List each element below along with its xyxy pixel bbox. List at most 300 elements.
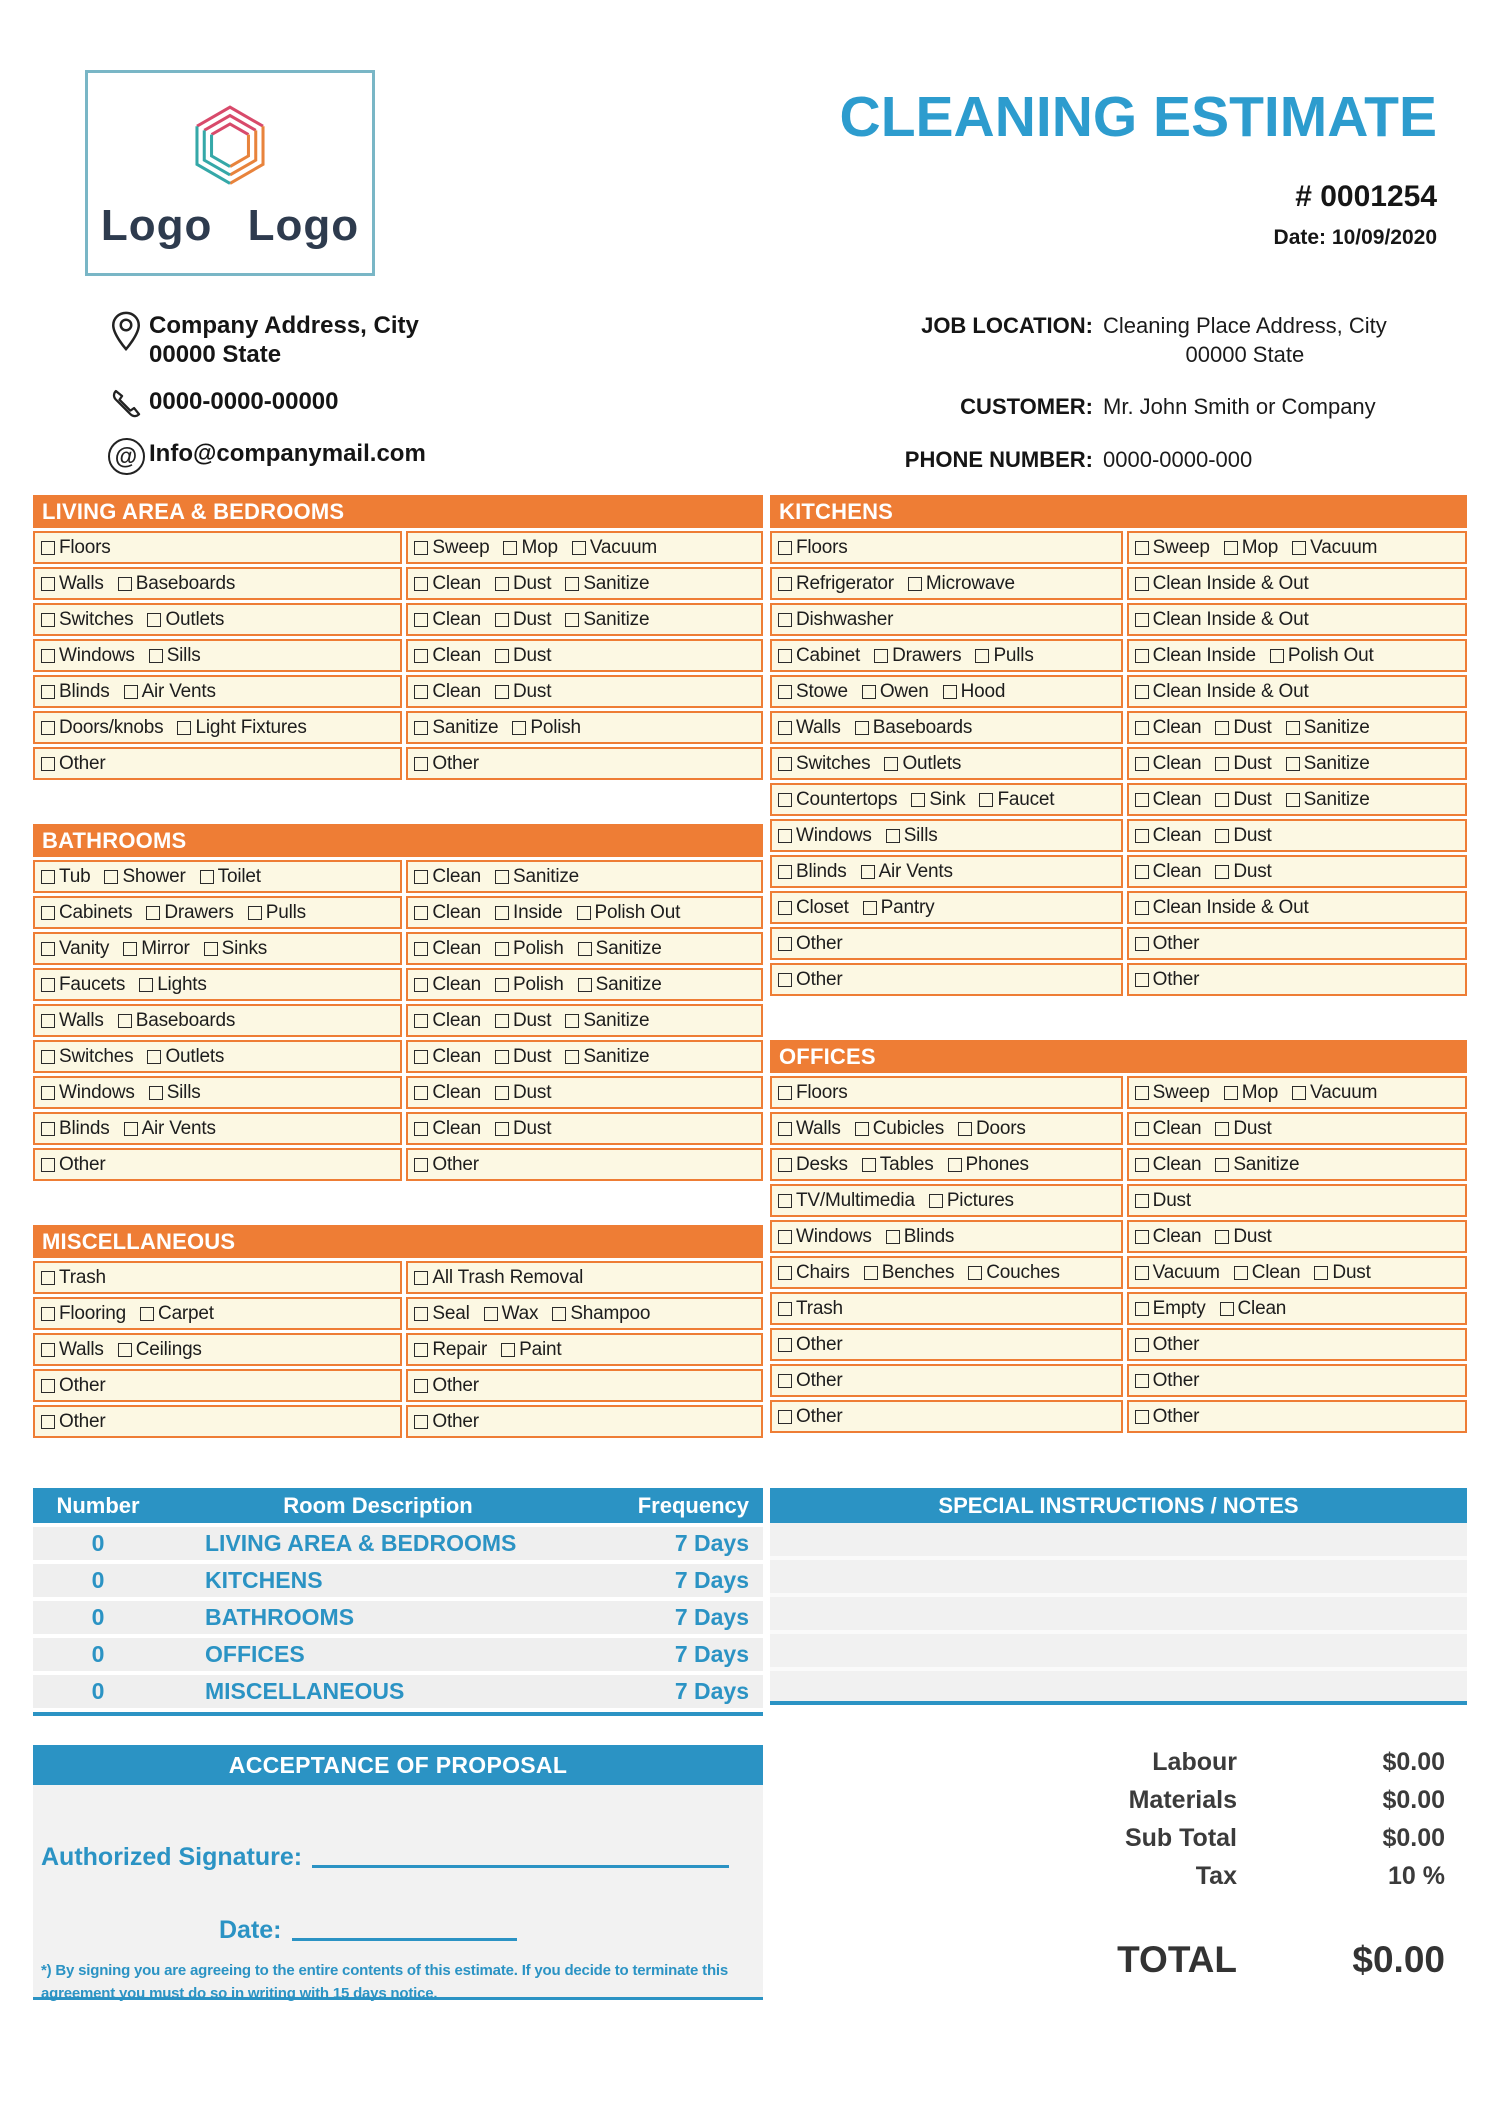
checkbox[interactable] [495,577,509,591]
checkbox[interactable] [1292,1086,1306,1100]
checklist-option-label: Air Vents [141,680,216,702]
checkbox[interactable] [1135,721,1149,735]
checkbox[interactable] [41,1158,55,1172]
checkbox[interactable] [1135,973,1149,987]
row-items-cell [770,567,1123,600]
checkbox[interactable] [147,1050,161,1064]
checkbox[interactable] [495,649,509,663]
checklist-option [1135,897,1309,919]
checkbox[interactable] [149,649,163,663]
checklist-option [414,1154,479,1176]
checkbox[interactable] [414,1307,428,1321]
checklist-row [33,932,763,965]
checklist-option-label: Clean Inside & Out [1152,572,1309,594]
checkbox[interactable] [1135,1266,1149,1280]
checkbox[interactable] [41,1307,55,1321]
checkbox[interactable] [1215,1158,1229,1172]
checklist-option-label: Stowe [796,680,848,702]
checklist-option [41,1082,135,1104]
checklist-row [33,1405,763,1438]
checkbox[interactable] [512,721,526,735]
checklist-option-label: Dust [513,1081,552,1103]
checkbox[interactable] [1135,937,1149,951]
checkbox[interactable] [414,870,428,884]
checklist-option-label: Outlets [165,1045,225,1067]
checkbox[interactable] [484,1307,498,1321]
checkbox[interactable] [1135,1086,1149,1100]
checklist-row [770,1256,1467,1289]
checkbox[interactable] [565,1014,579,1028]
checkbox[interactable] [1220,1302,1234,1316]
checkbox[interactable] [958,1122,972,1136]
checkbox[interactable] [1215,865,1229,879]
row-actions-cell [406,968,763,1001]
checkbox[interactable] [123,942,137,956]
checkbox[interactable] [778,685,792,699]
checkbox[interactable] [968,1266,982,1280]
checklist-option-label: Dust [513,644,552,666]
checkbox[interactable] [414,1271,428,1285]
row-actions-cell [1127,1364,1467,1397]
checkbox[interactable] [204,942,218,956]
checkbox[interactable] [147,613,161,627]
checkbox[interactable] [1135,1374,1149,1388]
checklist-option [1215,789,1271,811]
checkbox[interactable] [778,1266,792,1280]
checkbox[interactable] [495,1014,509,1028]
checklist-option [495,1082,551,1104]
checklist-option [139,974,207,996]
checklist-option [41,902,132,924]
checkbox[interactable] [200,870,214,884]
checkbox[interactable] [1270,649,1284,663]
room-frequency: 7 Days [674,1530,749,1556]
checkbox[interactable] [1215,721,1229,735]
checklist-option [414,537,489,559]
checklist-option-label: Other [1152,968,1200,990]
checklist-option [886,825,938,847]
checkbox[interactable] [975,649,989,663]
checkbox[interactable] [577,906,591,920]
checkbox[interactable] [929,1194,943,1208]
checkbox[interactable] [124,1122,138,1136]
checkbox[interactable] [778,1194,792,1208]
checklist-option-label: Dust [1233,860,1272,882]
checklist-option-label: Clean [432,1045,482,1067]
checkbox[interactable] [855,1122,869,1136]
checklist-option-label: Clean [432,973,482,995]
checkbox[interactable] [778,793,792,807]
checkbox[interactable] [778,1302,792,1316]
checkbox[interactable] [140,1307,154,1321]
checklist-option-label: Clean [432,644,482,666]
checklist-option [495,974,564,996]
checklist-option-label: Dust [513,608,552,630]
checkbox[interactable] [41,613,55,627]
checkbox[interactable] [1224,1086,1238,1100]
checkbox[interactable] [572,541,586,555]
checkbox[interactable] [1135,1338,1149,1352]
checkbox[interactable] [1135,577,1149,591]
checklist-option [484,1303,539,1325]
checkbox[interactable] [578,978,592,992]
checklist-row [33,603,763,636]
checkbox[interactable] [778,1158,792,1172]
signature-line[interactable] [312,1848,729,1868]
checklist-option-label: Drawers [164,901,234,923]
checkbox[interactable] [1135,1122,1149,1136]
checkbox[interactable] [979,793,993,807]
checklist-option [884,753,961,775]
checklist-option-label: Sills [166,1081,201,1103]
room-description: KITCHENS [205,1567,323,1593]
checklist-option [778,1226,872,1248]
row-actions-cell [1127,639,1467,672]
logo-hexagon-icon [178,95,282,199]
checklist-option [495,681,551,703]
checkbox[interactable] [41,1014,55,1028]
row-items-cell [770,1400,1123,1433]
checkbox[interactable] [864,1266,878,1280]
checkbox[interactable] [565,613,579,627]
checkbox[interactable] [414,613,428,627]
checkbox[interactable] [1135,865,1149,879]
checklist-section [770,1040,1467,1433]
checkbox[interactable] [1135,829,1149,843]
checkbox[interactable] [908,577,922,591]
checkbox[interactable] [495,613,509,627]
checkbox[interactable] [778,1410,792,1424]
checklist-option-label: Dust [513,680,552,702]
checkbox[interactable] [414,685,428,699]
checkbox[interactable] [41,757,55,771]
row-actions-cell [406,1040,763,1073]
checkbox[interactable] [1135,541,1149,555]
checkbox[interactable] [104,870,118,884]
room-frequency: 7 Days [674,1604,749,1630]
checkbox[interactable] [863,901,877,915]
checkbox[interactable] [41,649,55,663]
row-actions-cell [1127,1400,1467,1433]
checkbox[interactable] [1135,901,1149,915]
checklist-option [41,537,111,559]
checklist-option [778,681,848,703]
checkbox[interactable] [1135,1158,1149,1172]
checklist-option-label: Flooring [59,1302,127,1324]
checkbox[interactable] [886,1230,900,1244]
checklist-option [577,902,681,924]
checkbox[interactable] [41,1271,55,1285]
checklist-option-label: Clean [432,901,482,923]
checklist-option-label: Carpet [158,1302,214,1324]
checkbox[interactable] [41,541,55,555]
checklist-option [1135,1298,1206,1320]
checklist-option [943,681,1006,703]
checkbox[interactable] [248,906,262,920]
checkbox[interactable] [778,901,792,915]
checklist-section [770,495,1467,996]
checklist-option-label: Dishwasher [796,608,894,630]
checklist-option [414,1010,481,1032]
checklist-option [41,681,110,703]
checklist-option [1234,1262,1301,1284]
room-count: 0 [91,1641,105,1667]
checkbox[interactable] [495,870,509,884]
checkbox[interactable] [1135,793,1149,807]
checkbox[interactable] [414,649,428,663]
checkbox[interactable] [41,1086,55,1100]
checkbox[interactable] [41,721,55,735]
checklist-option-label: Windows [796,1225,872,1247]
checkbox[interactable] [862,1158,876,1172]
checklist-option [414,974,481,996]
checkbox[interactable] [1286,721,1300,735]
checklist-option [41,1375,106,1397]
checklist-row [770,603,1467,636]
checkbox[interactable] [1135,1230,1149,1244]
checkbox[interactable] [414,978,428,992]
checkbox[interactable] [778,937,792,951]
checkbox[interactable] [414,541,428,555]
checkbox[interactable] [778,1122,792,1136]
checkbox[interactable] [578,942,592,956]
checkbox[interactable] [855,721,869,735]
checklist-option-label: Trash [796,1297,843,1319]
checklist-option-label: Clean [1152,1117,1202,1139]
checkbox[interactable] [861,865,875,879]
checkbox[interactable] [41,978,55,992]
checkbox[interactable] [503,541,517,555]
checkbox[interactable] [118,1343,132,1357]
row-actions-cell [406,531,763,564]
checkbox[interactable] [874,649,888,663]
checkbox[interactable] [118,1014,132,1028]
checkbox[interactable] [778,1374,792,1388]
checkbox[interactable] [414,1050,428,1064]
checklist-option-label: Closet [796,896,849,918]
checkbox[interactable] [41,906,55,920]
checkbox[interactable] [124,685,138,699]
checklist-row [770,963,1467,996]
checkbox[interactable] [552,1307,566,1321]
checkbox[interactable] [495,1050,509,1064]
row-actions-cell [406,1297,763,1330]
checklist-option-label: Vacuum [1310,536,1378,558]
checklist-option [1135,681,1309,703]
checkbox[interactable] [943,685,957,699]
job-location-label: JOB LOCATION: [921,313,1093,338]
checkbox[interactable] [884,757,898,771]
checkbox[interactable] [177,721,191,735]
section-header: MISCELLANEOUS [33,1225,763,1258]
row-items-cell [770,603,1123,636]
checkbox[interactable] [778,865,792,879]
checklist-row [770,1184,1467,1217]
row-actions-cell [1127,531,1467,564]
checklist-option-label: Baseboards [135,1009,236,1031]
checkbox[interactable] [778,829,792,843]
checklist-option-label: Cabinets [59,901,133,923]
checklist-option-label: Mop [1241,1081,1279,1103]
checkbox[interactable] [1215,757,1229,771]
checklist-option-label: Sanitize [1303,716,1370,738]
row-actions-cell [1127,1148,1467,1181]
checkbox[interactable] [414,1122,428,1136]
checkbox[interactable] [778,721,792,735]
checkbox[interactable] [414,1086,428,1100]
checkbox[interactable] [1314,1266,1328,1280]
checkbox[interactable] [1135,1194,1149,1208]
checklist-row [770,1400,1467,1433]
checkbox[interactable] [146,906,160,920]
checklist-option-label: Shampoo [570,1302,651,1324]
checkbox[interactable] [1286,793,1300,807]
checkbox[interactable] [414,906,428,920]
checklist-option-label: Phones [965,1153,1029,1175]
checklist-option [41,1010,104,1032]
checkbox[interactable] [1215,1122,1229,1136]
row-items-cell [33,1112,402,1145]
checklist-option-label: Trash [59,1266,106,1288]
checkbox[interactable] [495,906,509,920]
checkbox[interactable] [41,942,55,956]
checkbox[interactable] [41,685,55,699]
checkbox[interactable] [414,757,428,771]
checkbox[interactable] [778,577,792,591]
checkbox[interactable] [41,1379,55,1393]
checkbox[interactable] [1292,541,1306,555]
checkbox[interactable] [1135,1410,1149,1424]
checkbox[interactable] [1215,793,1229,807]
checkbox[interactable] [778,757,792,771]
checklist-option [146,902,233,924]
row-items-cell [770,1184,1123,1217]
row-actions-cell [406,567,763,600]
checkbox[interactable] [778,613,792,627]
checklist-option [958,1118,1026,1140]
checkbox[interactable] [778,973,792,987]
checklist-option-label: Polish Out [594,901,681,923]
checklist-option-label: Other [796,1333,843,1355]
checkbox[interactable] [778,1230,792,1244]
checklist-option [1135,1262,1220,1284]
checklist-option-label: Doors [976,1117,1026,1139]
checklist-option [495,1118,551,1140]
acceptance-panel [33,1745,763,2003]
checkbox[interactable] [414,1158,428,1172]
checkbox[interactable] [1286,757,1300,771]
checklist-option-label: Other [796,968,843,990]
checklist-option [778,861,847,883]
checkbox[interactable] [495,978,509,992]
checklist-option [778,645,860,667]
checkbox[interactable] [911,793,925,807]
checklist-option-label: Walls [59,1009,104,1031]
checkbox[interactable] [41,577,55,591]
checkbox[interactable] [149,1086,163,1100]
checkbox[interactable] [495,685,509,699]
checklist-option-label: Other [796,1405,843,1427]
checkbox[interactable] [778,1086,792,1100]
checkbox[interactable] [414,1014,428,1028]
checkbox[interactable] [414,1343,428,1357]
checkbox[interactable] [41,1122,55,1136]
checklist-option-label: Clean [1152,752,1202,774]
checkbox[interactable] [414,1379,428,1393]
acceptance-date-line[interactable] [292,1921,517,1941]
row-actions-cell [406,1076,763,1109]
checklist-option [177,717,306,739]
checkbox[interactable] [1135,613,1149,627]
acceptance-date-row [41,1916,751,1945]
row-items-cell [770,531,1123,564]
checkbox[interactable] [414,1415,428,1429]
checklist-option-label: Sink [929,788,966,810]
phone-icon [103,386,149,422]
checklist-column-right [770,495,1467,1436]
total-line-row [900,1824,1445,1853]
checkbox[interactable] [501,1343,515,1357]
checkbox[interactable] [1135,1302,1149,1316]
checkbox[interactable] [41,870,55,884]
checkbox[interactable] [1135,649,1149,663]
checkbox[interactable] [139,978,153,992]
checklist-row [770,1328,1467,1361]
checkbox[interactable] [565,577,579,591]
row-actions-cell [1127,1112,1467,1145]
checkbox[interactable] [118,577,132,591]
checklist-row [33,896,763,929]
checklist-option-label: Blinds [59,1117,110,1139]
checklist-option [1135,645,1256,667]
checkbox[interactable] [414,577,428,591]
checkbox[interactable] [862,685,876,699]
checkbox[interactable] [1215,829,1229,843]
checkbox[interactable] [41,1050,55,1064]
checklist-option [41,1154,106,1176]
job-location-value: Cleaning Place Address, City 00000 State [1103,313,1387,367]
checkbox[interactable] [414,721,428,735]
checkbox[interactable] [1135,685,1149,699]
checkbox[interactable] [948,1158,962,1172]
checkbox[interactable] [495,942,509,956]
company-email: Info@companymail.com [149,439,426,467]
checkbox[interactable] [495,1086,509,1100]
location-pin-icon [103,310,149,352]
checkbox[interactable] [778,541,792,555]
checklist-option-label: Clean [1251,1261,1301,1283]
row-items-cell [770,891,1123,924]
checkbox[interactable] [886,829,900,843]
checkbox[interactable] [41,1415,55,1429]
checkbox[interactable] [41,1343,55,1357]
checklist-option-label: Clean [432,1081,482,1103]
checklist-row [770,819,1467,852]
checkbox[interactable] [1224,541,1238,555]
checkbox[interactable] [1135,757,1149,771]
special-instructions-area[interactable] [770,1523,1467,1705]
checkbox[interactable] [778,1338,792,1352]
checklist-option-label: Clean Inside & Out [1152,608,1309,630]
checkbox[interactable] [1234,1266,1248,1280]
checkbox[interactable] [1215,1230,1229,1244]
checklist-option-label: Hood [960,680,1006,702]
checkbox[interactable] [414,942,428,956]
checklist-option [501,1339,561,1361]
checkbox[interactable] [495,1122,509,1136]
checkbox[interactable] [565,1050,579,1064]
checkbox[interactable] [778,649,792,663]
